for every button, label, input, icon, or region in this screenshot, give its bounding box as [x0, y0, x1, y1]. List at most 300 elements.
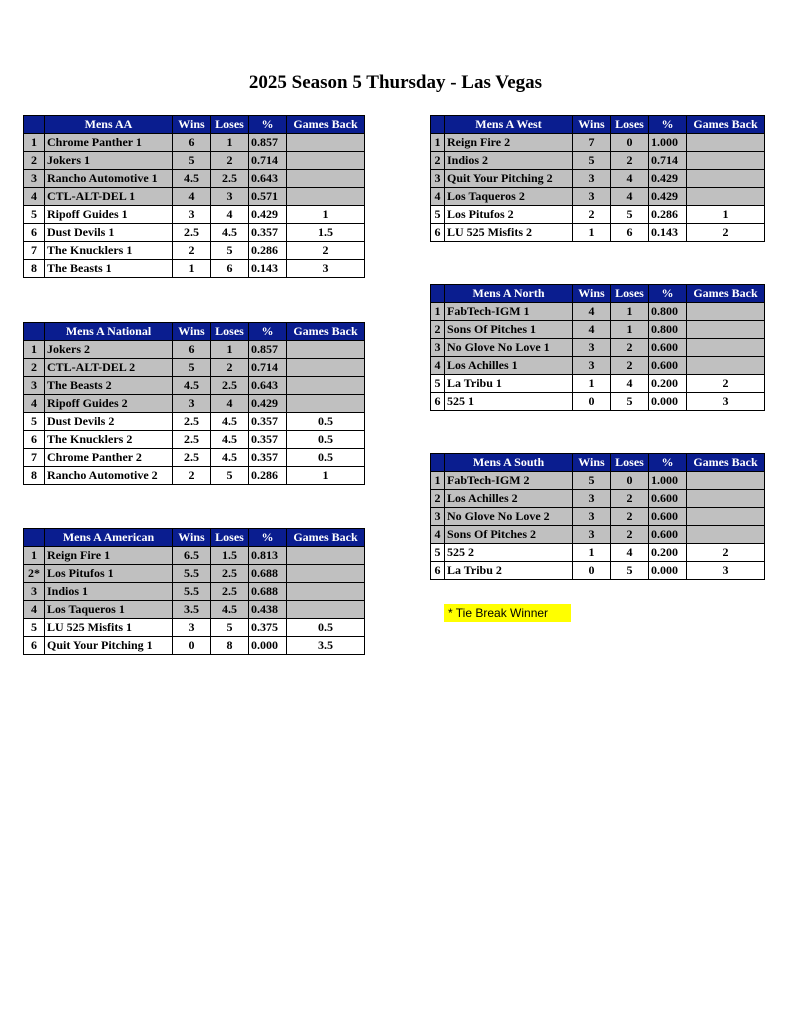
table-row: [24, 637, 365, 655]
loses-cell: 4.5: [211, 431, 249, 449]
games-back-cell: [287, 547, 365, 565]
games-back-cell: [687, 508, 765, 526]
table-row: [24, 413, 365, 431]
wins-cell: 2: [573, 206, 611, 224]
table-row: [24, 134, 365, 152]
table-row: [431, 170, 765, 188]
games-back-header: Games Back: [287, 323, 365, 341]
loses-cell: 1: [211, 134, 249, 152]
games-back-cell: 1: [287, 467, 365, 485]
wins-cell: 5.5: [173, 565, 211, 583]
team-cell: La Tribu 1: [445, 375, 573, 393]
table-row: [431, 152, 765, 170]
rank-header: [24, 529, 45, 547]
loses-cell: 5: [611, 562, 649, 580]
loses-cell: 4.5: [211, 449, 249, 467]
team-cell: CTL-ALT-DEL 1: [45, 188, 173, 206]
rank-cell: 8: [24, 467, 45, 485]
pct-cell: 0.200: [649, 375, 687, 393]
rank-cell: 5: [24, 413, 45, 431]
rank-cell: 6: [24, 224, 45, 242]
rank-cell: 1: [24, 341, 45, 359]
loses-cell: 0: [611, 472, 649, 490]
pct-header: %: [249, 529, 287, 547]
team-cell: Los Pitufos 2: [445, 206, 573, 224]
standings-table-mens-a-west: [430, 115, 765, 242]
rank-cell: 7: [24, 242, 45, 260]
rank-cell: 5: [431, 206, 445, 224]
loses-cell: 5: [611, 206, 649, 224]
pct-cell: 0.857: [249, 341, 287, 359]
pct-cell: 0.643: [249, 377, 287, 395]
loses-cell: 2: [611, 490, 649, 508]
rank-cell: 6: [431, 393, 445, 411]
games-back-cell: 2: [287, 242, 365, 260]
team-cell: Los Achilles 1: [445, 357, 573, 375]
games-back-cell: [687, 472, 765, 490]
rank-cell: 6: [24, 637, 45, 655]
table-row: [24, 431, 365, 449]
wins-cell: 3: [573, 339, 611, 357]
rank-cell: 5: [431, 544, 445, 562]
loses-cell: 2: [611, 508, 649, 526]
games-back-cell: 1: [287, 206, 365, 224]
games-back-cell: [687, 526, 765, 544]
division-header: Mens A National: [45, 323, 173, 341]
standings-table-mens-aa: [23, 115, 365, 278]
loses-cell: 2: [611, 357, 649, 375]
loses-cell: 4: [211, 395, 249, 413]
table-row: [24, 449, 365, 467]
team-cell: Chrome Panther 2: [45, 449, 173, 467]
games-back-header: Games Back: [687, 285, 765, 303]
table-header-row: [431, 116, 765, 134]
wins-cell: 5.5: [173, 583, 211, 601]
rank-cell: 1: [431, 472, 445, 490]
wins-header: Wins: [573, 116, 611, 134]
games-back-cell: 3: [287, 260, 365, 278]
games-back-cell: [687, 357, 765, 375]
loses-header: Loses: [611, 116, 649, 134]
pct-cell: 0.143: [249, 260, 287, 278]
pct-cell: 0.357: [249, 449, 287, 467]
team-cell: Rancho Automotive 2: [45, 467, 173, 485]
games-back-cell: [287, 359, 365, 377]
loses-cell: 4: [611, 170, 649, 188]
loses-cell: 2.5: [211, 170, 249, 188]
wins-cell: 4: [573, 321, 611, 339]
table-row: [24, 359, 365, 377]
pct-cell: 0.200: [649, 544, 687, 562]
pct-cell: 0.429: [249, 206, 287, 224]
wins-cell: 3: [573, 188, 611, 206]
wins-cell: 2.5: [173, 449, 211, 467]
table-row: [24, 547, 365, 565]
standings-table-mens-a-north: [430, 284, 765, 411]
rank-cell: 7: [24, 449, 45, 467]
wins-cell: 5: [573, 152, 611, 170]
loses-cell: 1.5: [211, 547, 249, 565]
games-back-cell: [687, 170, 765, 188]
team-cell: FabTech-IGM 2: [445, 472, 573, 490]
wins-cell: 6.5: [173, 547, 211, 565]
loses-cell: 1: [611, 321, 649, 339]
pct-cell: 0.375: [249, 619, 287, 637]
pct-cell: 0.357: [249, 224, 287, 242]
wins-cell: 4.5: [173, 170, 211, 188]
loses-cell: 4: [611, 375, 649, 393]
table-header-row: [24, 323, 365, 341]
table-header-row: [431, 285, 765, 303]
games-back-cell: 3: [687, 562, 765, 580]
table-header-row: [24, 529, 365, 547]
rank-header: [24, 323, 45, 341]
pct-cell: 0.800: [649, 303, 687, 321]
team-cell: LU 525 Misfits 1: [45, 619, 173, 637]
pct-cell: 0.688: [249, 565, 287, 583]
wins-header: Wins: [573, 285, 611, 303]
rank-cell: 8: [24, 260, 45, 278]
rank-cell: 2: [431, 321, 445, 339]
pct-cell: 0.286: [249, 242, 287, 260]
pct-cell: 0.688: [249, 583, 287, 601]
division-header: Mens AA: [45, 116, 173, 134]
wins-cell: 0: [173, 637, 211, 655]
rank-header: [431, 116, 445, 134]
table-row: [431, 206, 765, 224]
rank-cell: 5: [24, 206, 45, 224]
table-row: [24, 188, 365, 206]
table-row: [24, 467, 365, 485]
table-row: [431, 544, 765, 562]
rank-cell: 4: [24, 395, 45, 413]
loses-cell: 6: [211, 260, 249, 278]
wins-cell: 2: [173, 242, 211, 260]
pct-cell: 0.643: [249, 170, 287, 188]
loses-cell: 3: [211, 188, 249, 206]
table-row: [24, 242, 365, 260]
wins-cell: 5: [173, 152, 211, 170]
pct-cell: 0.600: [649, 490, 687, 508]
loses-cell: 5: [611, 393, 649, 411]
pct-cell: 0.800: [649, 321, 687, 339]
wins-cell: 3: [173, 619, 211, 637]
wins-cell: 4: [573, 303, 611, 321]
division-header: Mens A West: [445, 116, 573, 134]
rank-cell: 6: [24, 431, 45, 449]
rank-cell: 2: [431, 490, 445, 508]
wins-cell: 5: [173, 359, 211, 377]
pct-cell: 0.000: [649, 393, 687, 411]
team-cell: The Beasts 1: [45, 260, 173, 278]
table-row: [431, 393, 765, 411]
games-back-cell: [687, 339, 765, 357]
pct-cell: 1.000: [649, 472, 687, 490]
pct-cell: 0.429: [249, 395, 287, 413]
rank-cell: 3: [24, 583, 45, 601]
division-header: Mens A American: [45, 529, 173, 547]
loses-header: Loses: [211, 529, 249, 547]
wins-cell: 3.5: [173, 601, 211, 619]
table-header-row: [24, 116, 365, 134]
team-cell: Los Achilles 2: [445, 490, 573, 508]
table-row: [24, 224, 365, 242]
games-back-cell: 0.5: [287, 619, 365, 637]
rank-header: [431, 454, 445, 472]
wins-header: Wins: [173, 323, 211, 341]
rank-cell: 3: [431, 170, 445, 188]
table-row: [431, 303, 765, 321]
standings-table-mens-a-national: [23, 322, 365, 485]
loses-header: Loses: [611, 454, 649, 472]
rank-cell: 2: [24, 152, 45, 170]
team-cell: Reign Fire 1: [45, 547, 173, 565]
games-back-header: Games Back: [287, 529, 365, 547]
team-cell: Reign Fire 2: [445, 134, 573, 152]
wins-cell: 2.5: [173, 413, 211, 431]
rank-cell: 2*: [24, 565, 45, 583]
pct-cell: 0.286: [649, 206, 687, 224]
wins-cell: 3: [573, 170, 611, 188]
games-back-cell: 0.5: [287, 431, 365, 449]
loses-cell: 2: [611, 152, 649, 170]
rank-cell: 3: [24, 377, 45, 395]
wins-cell: 5: [573, 472, 611, 490]
wins-cell: 1: [173, 260, 211, 278]
rank-cell: 1: [431, 303, 445, 321]
table-row: [24, 260, 365, 278]
loses-cell: 8: [211, 637, 249, 655]
table-row: [24, 152, 365, 170]
wins-cell: 3: [573, 508, 611, 526]
wins-cell: 0: [573, 562, 611, 580]
games-back-cell: [687, 188, 765, 206]
table-row: [24, 206, 365, 224]
loses-cell: 2: [611, 526, 649, 544]
team-cell: Sons Of Pitches 2: [445, 526, 573, 544]
games-back-cell: [687, 321, 765, 339]
division-header: Mens A South: [445, 454, 573, 472]
loses-cell: 5: [211, 467, 249, 485]
games-back-cell: 3.5: [287, 637, 365, 655]
team-cell: Indios 1: [45, 583, 173, 601]
pct-header: %: [649, 285, 687, 303]
rank-cell: 5: [431, 375, 445, 393]
rank-cell: 3: [431, 508, 445, 526]
team-cell: Jokers 1: [45, 152, 173, 170]
team-cell: Rancho Automotive 1: [45, 170, 173, 188]
rank-cell: 6: [431, 224, 445, 242]
pct-cell: 0.714: [249, 359, 287, 377]
table-row: [431, 224, 765, 242]
team-cell: FabTech-IGM 1: [445, 303, 573, 321]
standings-table-mens-a-south: [430, 453, 765, 580]
rank-header: [431, 285, 445, 303]
loses-cell: 0: [611, 134, 649, 152]
pct-cell: 0.600: [649, 339, 687, 357]
table-row: [24, 170, 365, 188]
table-row: [431, 562, 765, 580]
wins-cell: 6: [173, 341, 211, 359]
team-cell: Sons Of Pitches 1: [445, 321, 573, 339]
table-row: [431, 508, 765, 526]
rank-header: [24, 116, 45, 134]
games-back-header: Games Back: [287, 116, 365, 134]
team-cell: La Tribu 2: [445, 562, 573, 580]
games-back-cell: 2: [687, 375, 765, 393]
games-back-cell: [287, 134, 365, 152]
pct-cell: 0.286: [249, 467, 287, 485]
loses-cell: 4: [211, 206, 249, 224]
wins-cell: 3: [173, 395, 211, 413]
pct-cell: 0.714: [649, 152, 687, 170]
table-row: [431, 134, 765, 152]
pct-cell: 0.714: [249, 152, 287, 170]
table-row: [431, 339, 765, 357]
table-row: [24, 377, 365, 395]
rank-cell: 3: [24, 170, 45, 188]
loses-cell: 5: [211, 619, 249, 637]
table-row: [431, 357, 765, 375]
table-row: [431, 472, 765, 490]
games-back-cell: [687, 152, 765, 170]
games-back-cell: [687, 490, 765, 508]
table-row: [24, 341, 365, 359]
wins-cell: 6: [173, 134, 211, 152]
games-back-header: Games Back: [687, 116, 765, 134]
pct-cell: 0.813: [249, 547, 287, 565]
wins-cell: 3: [573, 490, 611, 508]
loses-cell: 1: [611, 303, 649, 321]
table-row: [431, 321, 765, 339]
pct-cell: 0.571: [249, 188, 287, 206]
table-row: [431, 490, 765, 508]
rank-cell: 1: [431, 134, 445, 152]
tie-break-note: * Tie Break Winner: [444, 604, 571, 622]
wins-cell: 0: [573, 393, 611, 411]
loses-cell: 4: [611, 188, 649, 206]
games-back-header: Games Back: [687, 454, 765, 472]
pct-cell: 0.857: [249, 134, 287, 152]
games-back-cell: 1: [687, 206, 765, 224]
team-cell: Dust Devils 2: [45, 413, 173, 431]
pct-cell: 0.429: [649, 188, 687, 206]
games-back-cell: 0.5: [287, 449, 365, 467]
loses-cell: 2: [611, 339, 649, 357]
table-row: [24, 583, 365, 601]
loses-cell: 4: [611, 544, 649, 562]
games-back-cell: [287, 341, 365, 359]
games-back-cell: 1.5: [287, 224, 365, 242]
loses-cell: 2.5: [211, 377, 249, 395]
team-cell: The Knucklers 1: [45, 242, 173, 260]
wins-cell: 7: [573, 134, 611, 152]
table-row: [431, 188, 765, 206]
loses-cell: 4.5: [211, 601, 249, 619]
table-row: [24, 601, 365, 619]
loses-header: Loses: [211, 323, 249, 341]
pct-cell: 1.000: [649, 134, 687, 152]
loses-cell: 4.5: [211, 413, 249, 431]
games-back-cell: [287, 377, 365, 395]
loses-cell: 5: [211, 242, 249, 260]
wins-cell: 1: [573, 375, 611, 393]
rank-cell: 2: [24, 359, 45, 377]
team-cell: No Glove No Love 2: [445, 508, 573, 526]
team-cell: The Beasts 2: [45, 377, 173, 395]
loses-cell: 2: [211, 359, 249, 377]
games-back-cell: [287, 152, 365, 170]
team-cell: Indios 2: [445, 152, 573, 170]
team-cell: Dust Devils 1: [45, 224, 173, 242]
pct-cell: 0.357: [249, 413, 287, 431]
division-header: Mens A North: [445, 285, 573, 303]
rank-cell: 6: [431, 562, 445, 580]
loses-cell: 2.5: [211, 583, 249, 601]
wins-header: Wins: [173, 116, 211, 134]
team-cell: No Glove No Love 1: [445, 339, 573, 357]
loses-cell: 2: [211, 152, 249, 170]
games-back-cell: [287, 395, 365, 413]
team-cell: The Knucklers 2: [45, 431, 173, 449]
wins-cell: 4: [173, 188, 211, 206]
games-back-cell: [287, 565, 365, 583]
pct-cell: 0.600: [649, 357, 687, 375]
pct-cell: 0.429: [649, 170, 687, 188]
games-back-cell: 2: [687, 224, 765, 242]
loses-cell: 4.5: [211, 224, 249, 242]
loses-cell: 2.5: [211, 565, 249, 583]
games-back-cell: 2: [687, 544, 765, 562]
team-cell: Jokers 2: [45, 341, 173, 359]
team-cell: 525 2: [445, 544, 573, 562]
pct-cell: 0.357: [249, 431, 287, 449]
wins-cell: 1: [573, 224, 611, 242]
games-back-cell: [287, 583, 365, 601]
rank-cell: 4: [24, 601, 45, 619]
team-cell: Los Taqueros 2: [445, 188, 573, 206]
loses-header: Loses: [611, 285, 649, 303]
rank-cell: 3: [431, 339, 445, 357]
team-cell: LU 525 Misfits 2: [445, 224, 573, 242]
wins-cell: 3: [573, 357, 611, 375]
team-cell: Ripoff Guides 2: [45, 395, 173, 413]
rank-cell: 1: [24, 134, 45, 152]
table-row: [24, 565, 365, 583]
games-back-cell: [287, 188, 365, 206]
wins-cell: 2.5: [173, 224, 211, 242]
pct-cell: 0.000: [249, 637, 287, 655]
wins-cell: 3: [173, 206, 211, 224]
pct-header: %: [649, 116, 687, 134]
table-row: [431, 375, 765, 393]
rank-cell: 4: [431, 357, 445, 375]
pct-cell: 0.600: [649, 508, 687, 526]
wins-cell: 2: [173, 467, 211, 485]
team-cell: Los Taqueros 1: [45, 601, 173, 619]
pct-cell: 0.000: [649, 562, 687, 580]
team-cell: Quit Your Pitching 1: [45, 637, 173, 655]
team-cell: Los Pitufos 1: [45, 565, 173, 583]
wins-cell: 1: [573, 544, 611, 562]
games-back-cell: 0.5: [287, 413, 365, 431]
wins-header: Wins: [573, 454, 611, 472]
games-back-cell: [687, 303, 765, 321]
table-row: [24, 619, 365, 637]
pct-cell: 0.143: [649, 224, 687, 242]
rank-cell: 5: [24, 619, 45, 637]
page-title: 2025 Season 5 Thursday - Las Vegas: [248, 72, 543, 93]
